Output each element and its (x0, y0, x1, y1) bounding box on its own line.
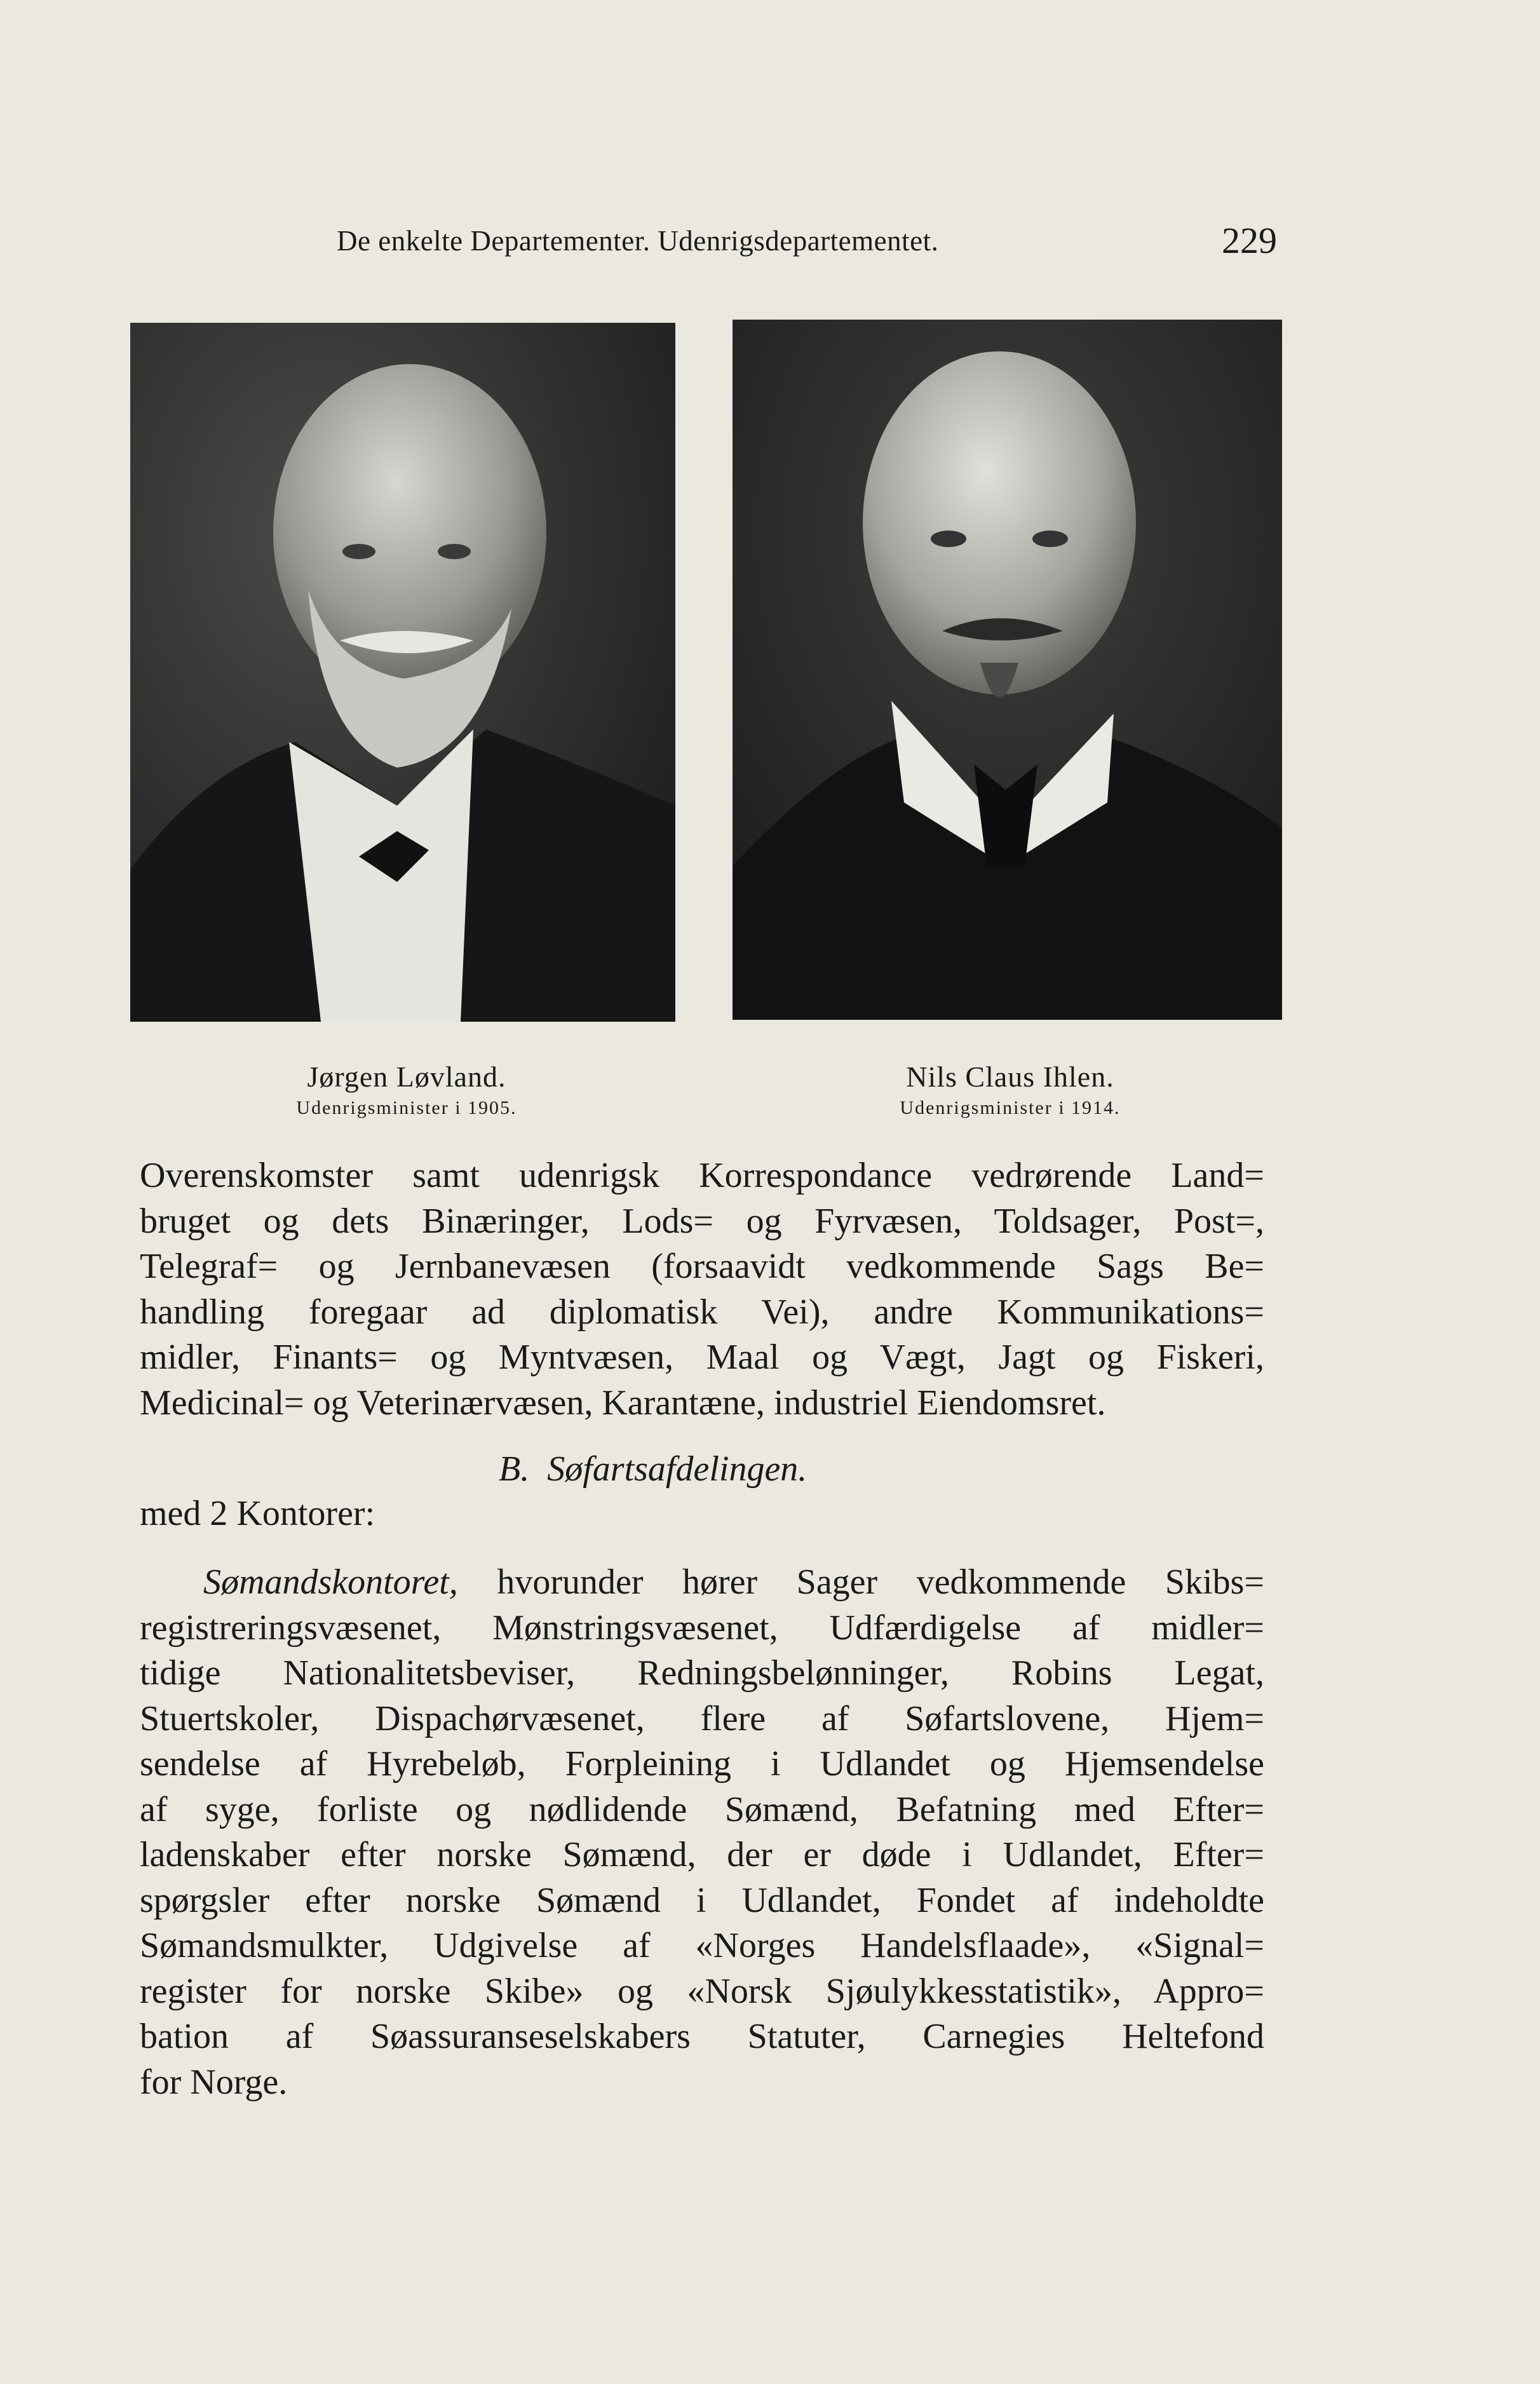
text-line: Sømandsmulkter, Udgivelse af «Norges Handelsflaade», «Signal= (140, 1926, 1264, 1965)
portrait-right-image (733, 320, 1282, 1020)
text-line-first (140, 1560, 1264, 1606)
portrait-caption-right (788, 1060, 1233, 1119)
paragraph-1 (140, 1153, 1264, 1426)
text-line: Medicinal= og Veterinærvæsen, Karantæne, industriel Eiendomsret. (140, 1383, 1106, 1423)
text-line: for Norge. (140, 2062, 288, 2102)
running-head-title: De enkelte Departementer. Udenrigsdepartementet. (337, 225, 939, 257)
text-line: register for norske Skibe» og «Norsk Sjøulykkesstatistik», Appro= (140, 1971, 1264, 2011)
text-line: registreringsvæsenet, Mønstringsvæsenet, Udfærdigelse af midler= (140, 1608, 1264, 1648)
text-line: bruget og dets Binæringer, Lods= og Fyrvæsen, Toldsager, Post=, (140, 1201, 1264, 1241)
kontorer-line: med 2 Kontorer: (140, 1494, 375, 1533)
text-line: Telegraf= og Jernbanevæsen (forsaavidt vedkommende Sags Be= (140, 1247, 1264, 1286)
portrait-photo-right (733, 320, 1282, 1020)
text-line: Overenskomster samt udenrigsk Korrespondance vedrørende Land= (140, 1156, 1264, 1195)
portrait-role: Udenrigsminister i 1905. (296, 1097, 517, 1118)
text-line: midler, Finants= og Myntvæsen, Maal og Vægt, Jagt og Fiskeri, (140, 1338, 1264, 1377)
portrait-photo-left (130, 323, 675, 1022)
portrait-left-image (130, 323, 675, 1022)
running-head (337, 219, 1277, 270)
text-line: sendelse af Hyrebeløb, Forpleining i Udlandet og Hjemsendelse (140, 1744, 1264, 1784)
text-line: af syge, forliste og nødlidende Sømænd, Befatning med Efter= (140, 1789, 1264, 1829)
text-line: handling foregaar ad diplomatisk Vei), andre Kommunikations= (140, 1292, 1264, 1332)
lead-italic: Sømandskontoret, (203, 1562, 458, 1602)
text-line: tidige Nationalitetsbeviser, Redningsbelønninger, Robins Legat, (140, 1653, 1264, 1693)
text-line: bation af Søassuranseselskabers Statuter, Carnegies Heltefond (140, 2017, 1264, 2056)
portrait-name: Nils Claus Ihlen. (906, 1060, 1114, 1093)
portrait-role: Udenrigsminister i 1914. (900, 1097, 1121, 1118)
text-line: Stuertskoler, Dispachørvæsenet, flere af Søfartslovene, Hjem= (140, 1698, 1264, 1738)
section-letter: B. (499, 1449, 530, 1489)
text-line: spørgsler efter norske Sømænd i Udlandet, Fondet af indeholdte (140, 1880, 1264, 1920)
paragraph-2 (140, 1560, 1264, 2105)
portrait-name: Jørgen Løvland. (307, 1060, 506, 1093)
section-heading (499, 1449, 807, 1489)
portrait-caption-left (184, 1060, 629, 1119)
first-line-rest: hvorunder hører Sager vedkommende Skibs= (497, 1562, 1264, 1602)
text-line: ladenskaber efter norske Sømænd, der er døde i Udlandet, Efter= (140, 1835, 1264, 1874)
section-title: Søfartsafdelingen. (547, 1449, 807, 1489)
page-number: 229 (1222, 220, 1277, 261)
